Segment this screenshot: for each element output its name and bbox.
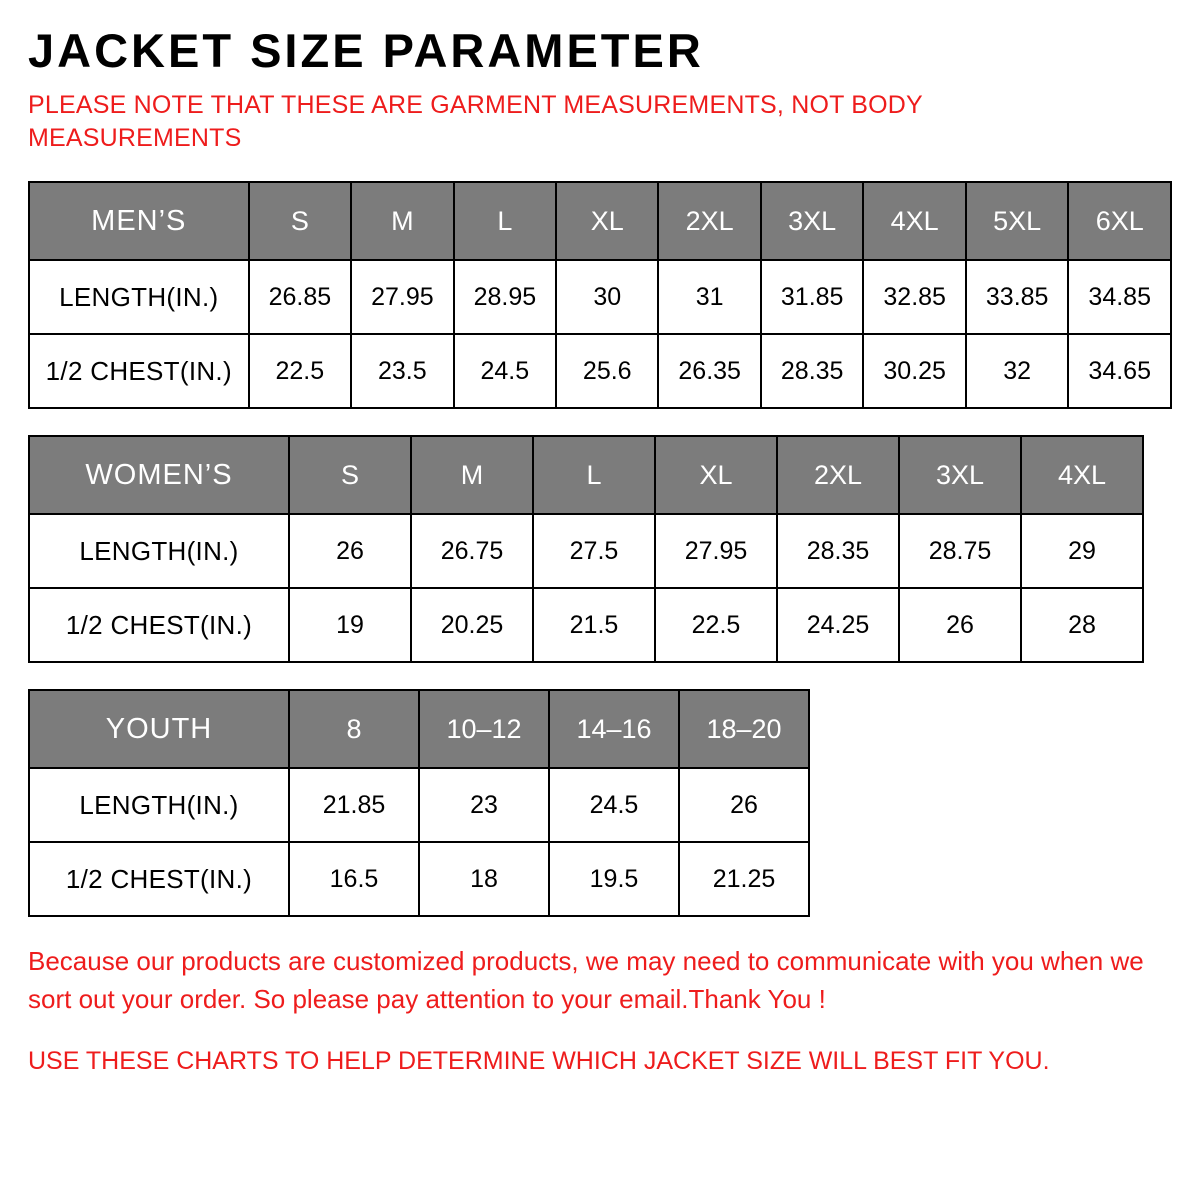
- table-cell: 23: [419, 768, 549, 842]
- table-cell: 31: [658, 260, 761, 334]
- table-cell: 25.6: [556, 334, 658, 408]
- row-label: LENGTH(IN.): [29, 260, 249, 334]
- table-cell: 31.85: [761, 260, 864, 334]
- table-row: [29, 588, 1143, 662]
- table-cell: 30.25: [863, 334, 966, 408]
- table-cell: 21.5: [533, 588, 655, 662]
- row-label: 1/2 CHEST(IN.): [29, 588, 289, 662]
- table-cell: 19: [289, 588, 411, 662]
- mens-size-header: 5XL: [966, 182, 1069, 260]
- womens-size-header: 4XL: [1021, 436, 1143, 514]
- table-cell: 30: [556, 260, 658, 334]
- womens-size-header: 2XL: [777, 436, 899, 514]
- customization-notice: Because our products are customized products, we may need to communicate with you when we sort out your order. So please pay attention to your email.Thank You !: [28, 946, 1144, 1015]
- womens-category-label: WOMEN’S: [29, 436, 289, 514]
- youth-category-label: YOUTH: [29, 690, 289, 768]
- mens-size-header: S: [249, 182, 352, 260]
- mens-size-table: [28, 181, 1172, 409]
- measurement-note: PLEASE NOTE THAT THESE ARE GARMENT MEASUREMENTS, NOT BODY MEASUREMENTS: [28, 91, 923, 153]
- row-label: 1/2 CHEST(IN.): [29, 334, 249, 408]
- table-cell: 24.25: [777, 588, 899, 662]
- row-label: LENGTH(IN.): [29, 514, 289, 588]
- row-label: LENGTH(IN.): [29, 768, 289, 842]
- mens-size-header: M: [351, 182, 454, 260]
- youth-size-header: 18–20: [679, 690, 809, 768]
- table-row: [29, 514, 1143, 588]
- youth-size-header: 8: [289, 690, 419, 768]
- mens-size-header: 2XL: [658, 182, 761, 260]
- womens-size-header: 3XL: [899, 436, 1021, 514]
- table-cell: 22.5: [249, 334, 352, 408]
- mens-size-header: 3XL: [761, 182, 864, 260]
- table-cell: 34.85: [1068, 260, 1171, 334]
- table-cell: 22.5: [655, 588, 777, 662]
- table-cell: 16.5: [289, 842, 419, 916]
- table-row: [29, 768, 809, 842]
- table-cell: 28: [1021, 588, 1143, 662]
- youth-size-table: [28, 689, 810, 917]
- table-cell: 28.35: [761, 334, 864, 408]
- mens-size-header: L: [454, 182, 557, 260]
- table-cell: 28.75: [899, 514, 1021, 588]
- chart-usage-notice: USE THESE CHARTS TO HELP DETERMINE WHICH JACKET SIZE WILL BEST FIT YOU.: [28, 1046, 1050, 1075]
- mens-size-header: XL: [556, 182, 658, 260]
- womens-size-header: L: [533, 436, 655, 514]
- table-cell: 24.5: [549, 768, 679, 842]
- table-cell: 26: [289, 514, 411, 588]
- table-cell: 18: [419, 842, 549, 916]
- table-row: [29, 260, 1171, 334]
- table-cell: 24.5: [454, 334, 557, 408]
- table-cell: 33.85: [966, 260, 1069, 334]
- table-header-row: [29, 436, 1143, 514]
- page-title: JACKET SIZE PARAMETER: [28, 24, 704, 77]
- table-cell: 19.5: [549, 842, 679, 916]
- table-cell: 23.5: [351, 334, 454, 408]
- womens-size-header: XL: [655, 436, 777, 514]
- table-row: [29, 842, 809, 916]
- table-cell: 26: [679, 768, 809, 842]
- table-cell: 21.85: [289, 768, 419, 842]
- table-cell: 27.95: [351, 260, 454, 334]
- row-label: 1/2 CHEST(IN.): [29, 842, 289, 916]
- mens-category-label: MEN’S: [29, 182, 249, 260]
- table-cell: 28.95: [454, 260, 557, 334]
- table-cell: 28.35: [777, 514, 899, 588]
- table-cell: 21.25: [679, 842, 809, 916]
- table-cell: 26.75: [411, 514, 533, 588]
- table-cell: 27.95: [655, 514, 777, 588]
- table-cell: 34.65: [1068, 334, 1171, 408]
- table-cell: 27.5: [533, 514, 655, 588]
- mens-size-header: 6XL: [1068, 182, 1171, 260]
- mens-size-header: 4XL: [863, 182, 966, 260]
- youth-size-header: 14–16: [549, 690, 679, 768]
- table-header-row: [29, 690, 809, 768]
- womens-size-table: [28, 435, 1144, 663]
- table-cell: 26.85: [249, 260, 352, 334]
- womens-size-header: M: [411, 436, 533, 514]
- table-row: [29, 334, 1171, 408]
- table-cell: 32: [966, 334, 1069, 408]
- table-cell: 20.25: [411, 588, 533, 662]
- womens-size-header: S: [289, 436, 411, 514]
- table-cell: 26: [899, 588, 1021, 662]
- table-cell: 26.35: [658, 334, 761, 408]
- table-cell: 32.85: [863, 260, 966, 334]
- youth-size-header: 10–12: [419, 690, 549, 768]
- table-header-row: [29, 182, 1171, 260]
- table-cell: 29: [1021, 514, 1143, 588]
